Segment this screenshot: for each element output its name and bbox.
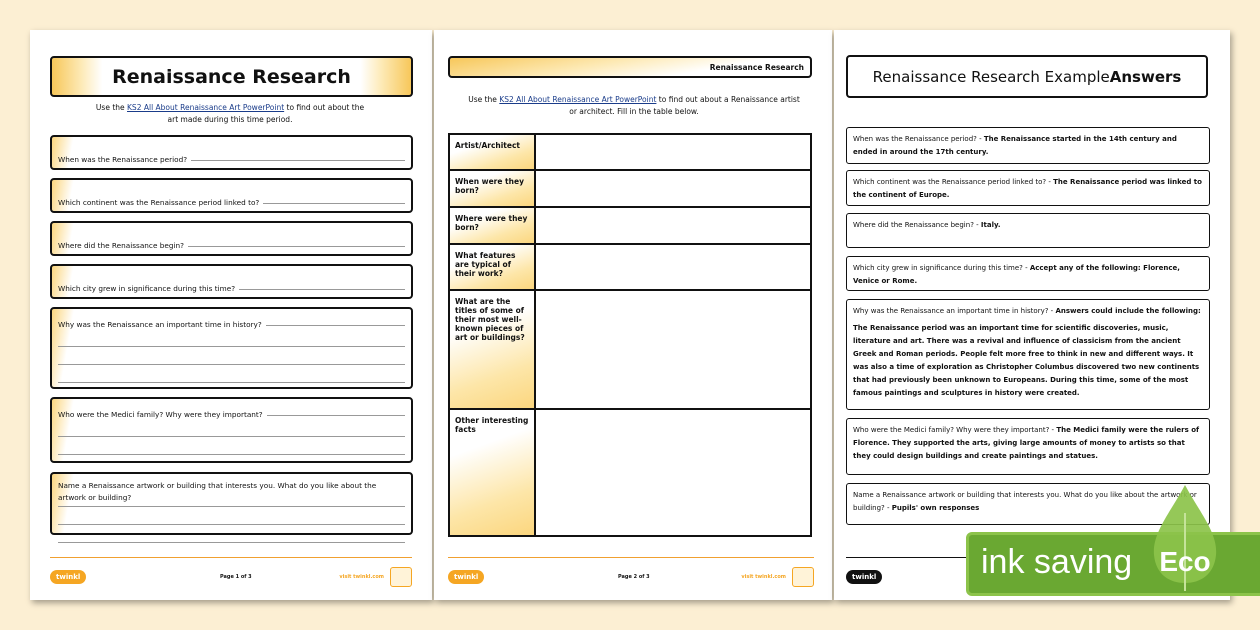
question-line [58,227,405,250]
answer-bold: Accept any of the following: Florence, Venice or Rome. [853,264,1180,285]
answer-line[interactable] [191,160,405,161]
answer-cell[interactable] [535,244,811,290]
answer-line[interactable] [58,525,405,543]
answer-bold: Pupils' own responses [891,504,980,512]
answer-text [853,424,1203,463]
visit-link[interactable]: visit twinkl.com [339,573,384,580]
answer-line[interactable] [267,415,405,416]
question-box [50,307,413,389]
twinkl-logo: twinkl [846,570,882,584]
answer-line[interactable] [58,329,405,347]
question-box [50,472,413,535]
answer-cell[interactable] [535,134,811,170]
answer-text [853,133,1203,159]
intro-text [464,94,804,118]
title-bold: Answers [1109,67,1182,86]
answer-line[interactable] [239,289,405,290]
question-line [58,184,405,207]
table-row [449,244,811,290]
question-text: Name a Renaissance artwork or building that interests you. What do you like about the artwork or building? - [853,491,1197,512]
answer-bold: Italy. [980,221,1001,229]
intro-pre: Use the [95,103,128,112]
question-text: Which continent was the Renaissance period linked to? - [853,178,1054,186]
question-line [58,313,405,329]
answer-line[interactable] [188,246,405,247]
twinkl-logo: twinkl [448,570,484,584]
row-header: Artist/Architect [449,134,535,170]
answer-box [846,127,1210,164]
question-line [58,403,405,419]
answer-line[interactable] [263,203,405,204]
page-title: Renaissance Research [50,56,413,97]
answer-line[interactable] [58,437,405,455]
answer-line[interactable] [58,507,405,525]
answer-box [846,256,1210,291]
answer-box [846,299,1210,410]
page-number: Page 2 of 3 [618,573,650,580]
question-text: Which city grew in significance during this time? [58,284,236,293]
page-number: Page 1 of 3 [220,573,252,580]
powerpoint-link[interactable]: KS2 All About Renaissance Art PowerPoint [499,95,657,104]
answer-text [853,176,1203,202]
row-header: When were they born? [449,170,535,207]
page-footer [448,557,814,587]
row-header: Other interesting facts [449,409,535,536]
intro-text [90,102,370,126]
answer-box [846,213,1210,248]
question-line [58,270,405,293]
question-text: When was the Renaissance period? - [853,135,984,143]
row-header: What features are typical of their work? [449,244,535,290]
table-row [449,409,811,536]
answer-box [846,418,1210,475]
answer-bold: The Renaissance started in the 14th century and ended in around the 17th century. [853,135,1177,156]
powerpoint-link[interactable]: KS2 All About Renaissance Art PowerPoint [127,103,285,112]
answer-line[interactable] [266,325,405,326]
question-text: Where did the Renaissance begin? [58,241,185,250]
answer-text [853,262,1203,288]
twinkl-logo: twinkl [50,570,86,584]
answer-text [853,305,1203,318]
question-text: Where did the Renaissance begin? - [853,221,981,229]
answer-cell[interactable] [535,170,811,207]
answer-text [853,219,1203,232]
badge-icon [792,567,814,587]
row-header: Where were they born? [449,207,535,244]
eco-label: Eco [1159,546,1211,577]
intro-post: to find out about the art made during this time period. [167,103,365,124]
answer-cell[interactable] [535,207,811,244]
page-footer [50,557,412,587]
question-text: Why was the Renaissance an important time in history? - [853,307,1056,315]
question-box [50,264,413,299]
table-row [449,134,811,170]
question-text: Name a Renaissance artwork or building that interests you. What do you like about the artwork or building? [58,481,377,502]
worksheet-page-1 [30,30,432,600]
question-text: Why was the Renaissance an important time in history? [58,320,262,329]
answer-cell[interactable] [535,290,811,409]
question-box [50,178,413,213]
answer-line[interactable] [58,365,405,383]
table-row [449,207,811,244]
question-text: Who were the Medici family? Why were they important? [58,410,263,419]
answer-bold: The Renaissance period was linked to the continent of Europe. [853,178,1202,199]
table-row [449,290,811,409]
visit-link[interactable]: visit twinkl.com [741,573,786,580]
question-text: When was the Renaissance period? [58,155,188,164]
table-row [449,170,811,207]
title-text: Renaissance Research Example [872,67,1110,86]
question-text: Which continent was the Renaissance period linked to? [58,198,260,207]
intro-pre: Use the [468,95,500,104]
intro-post: to find out about a Renaissance artist or architect. Fill in the table below. [569,95,800,116]
answer-line[interactable] [58,419,405,437]
eco-badge-text: ink saving [981,543,1133,581]
question-box [50,221,413,256]
answer-line[interactable] [58,347,405,365]
page-header: Renaissance Research [448,56,812,78]
answer-cell[interactable] [535,409,811,536]
question-line [58,141,405,164]
research-table [448,133,812,537]
worksheet-page-2 [434,30,832,600]
answer-extra: The Renaissance period was an important time for scientific discoveries, music, literature and art. There was a revival and influence of classicism from the ancient Greek and Roman periods. People felt more free to think in new and different ways. It was also a time of exploration as Christopher Columbus discovered two new continents that had previously been unknown to Europeans. During this time, some of the most famous paintings and sculptures in history were created. [853,324,1200,397]
answer-bold: The Medici family were the rulers of Florence. They supported the arts, giving large amounts of money to artists so that they could design buildings and create paintings and statues. [853,426,1200,460]
question-text: Which city grew in significance during this time? - [853,264,1030,272]
question-box [50,135,413,170]
question-box [50,397,413,463]
page-title [846,55,1208,98]
leaf-icon [1150,483,1220,593]
row-header: What are the titles of some of their most well-known pieces of art or buildings? [449,290,535,409]
answer-box [846,170,1210,206]
badge-icon [390,567,412,587]
answer-bold: Answers could include the following: [1055,307,1201,315]
question-text: Who were the Medici family? Why were they important? - [853,426,1057,434]
